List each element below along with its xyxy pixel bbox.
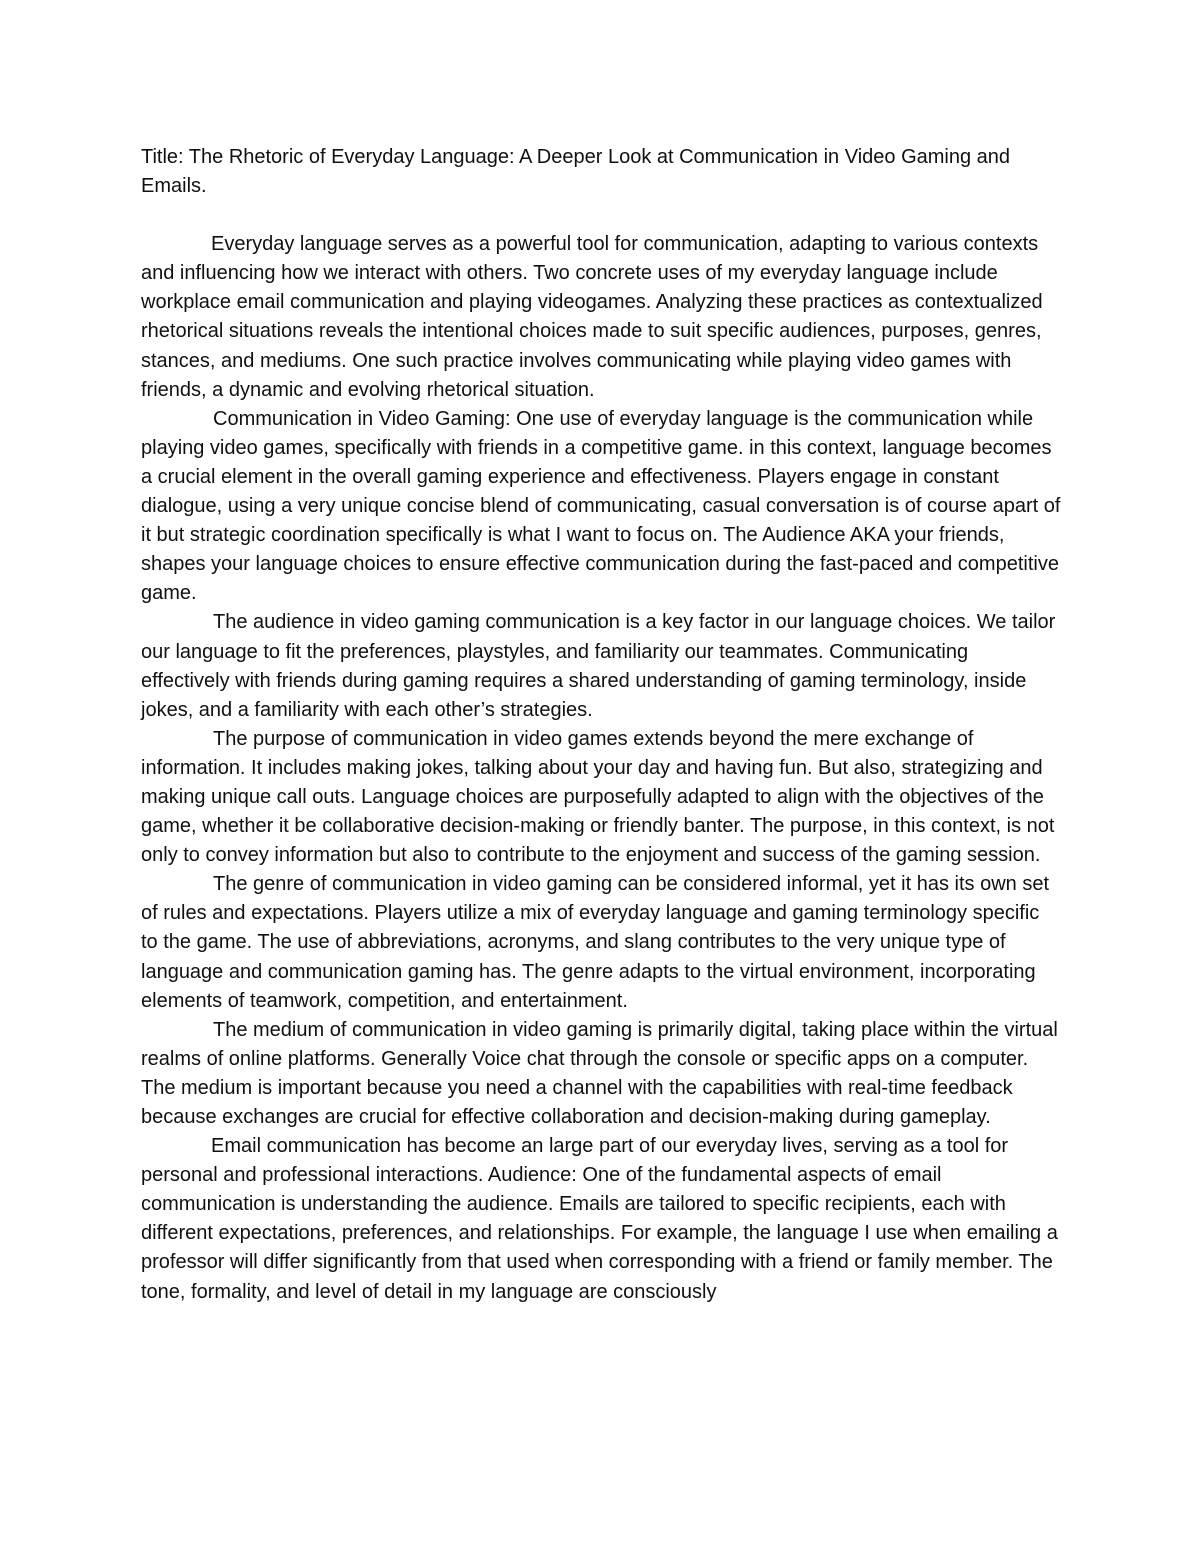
paragraph-video-gaming: Communication in Video Gaming: One use of everyday language is the communication while playing video games, specifically with friends in a competitive game. in this context, language becomes a crucial element in the overall gaming experience and effectiveness. Players engage in constant dialogue, using a very unique concise blend of communicating, casual conversation is of course apart of it but strategic coordination specifically is what I want to focus on. The Audience AKA your friends, shapes your language choices to ensure effective communication during the fast-paced and competitive game.: [141, 407, 1061, 605]
paragraph-purpose: The purpose of communication in video games extends beyond the mere exchange of information. It includes making jokes, talking about your day and having fun. But also, strategizing and making unique call outs. Language choices are purposefully adapted to align with the objectives of the game, whether it be collaborative decision-making or friendly banter. The purpose, in this context, is not only to convey information but also to contribute to the enjoyment and success of the gaming session.: [141, 727, 1055, 867]
paragraph-intro: Everyday language serves as a powerful tool for communication, adapting to various contexts and influencing how we interact with others. Two concrete uses of my everyday language include workplace email communication and playing videogames. Analyzing these practices as contextualized rhetorical situations reveals the intentional choices made to suit specific audiences, purposes, genres, stances, and mediums. One such practice involves communicating while playing video games with friends, a dynamic and evolving rhetorical situation.: [141, 233, 1043, 401]
paragraph-medium: The medium of communication in video gaming is primarily digital, taking place within the virtual realms of online platforms. Generally Voice chat through the console or specific apps on a computer. The medium is important because you need a channel with the capabilities with real-time feedback because exchanges are crucial for effective collaboration and decision-making during gameplay.: [141, 1018, 1058, 1128]
document-body: [141, 143, 1061, 1307]
paragraph-email: Email communication has become an large part of our everyday lives, serving as a tool for personal and professional interactions. Audience: One of the fundamental aspects of email communication is understanding the audience. Emails are tailored to specific recipients, each with different expectations, preferences, and relationships. For example, the language I use when emailing a professor will differ significantly from that used when corresponding with a friend or family member. The tone, formality, and level of detail in my language are consciously: [141, 1135, 1058, 1303]
document-title: Title: The Rhetoric of Everyday Language: A Deeper Look at Communication in Video Gaming and Emails.: [141, 146, 1011, 198]
paragraph-genre: The genre of communication in video gaming can be considered informal, yet it has its own set of rules and expectations. Players utilize a mix of everyday language and gaming terminology specific to the game. The use of abbreviations, acronyms, and slang contributes to the very unique type of language and communication gaming has. The genre adapts to the virtual environment, incorporating elements of teamwork, competition, and entertainment.: [141, 873, 1049, 1012]
paragraph-audience: The audience in video gaming communication is a key factor in our language choices. We tailor our language to fit the preferences, playstyles, and familiarity our teammates. Communicating effectively with friends during gaming requires a shared understanding of gaming terminology, inside jokes, and a familiarity with each other’s strategies.: [141, 611, 1056, 721]
